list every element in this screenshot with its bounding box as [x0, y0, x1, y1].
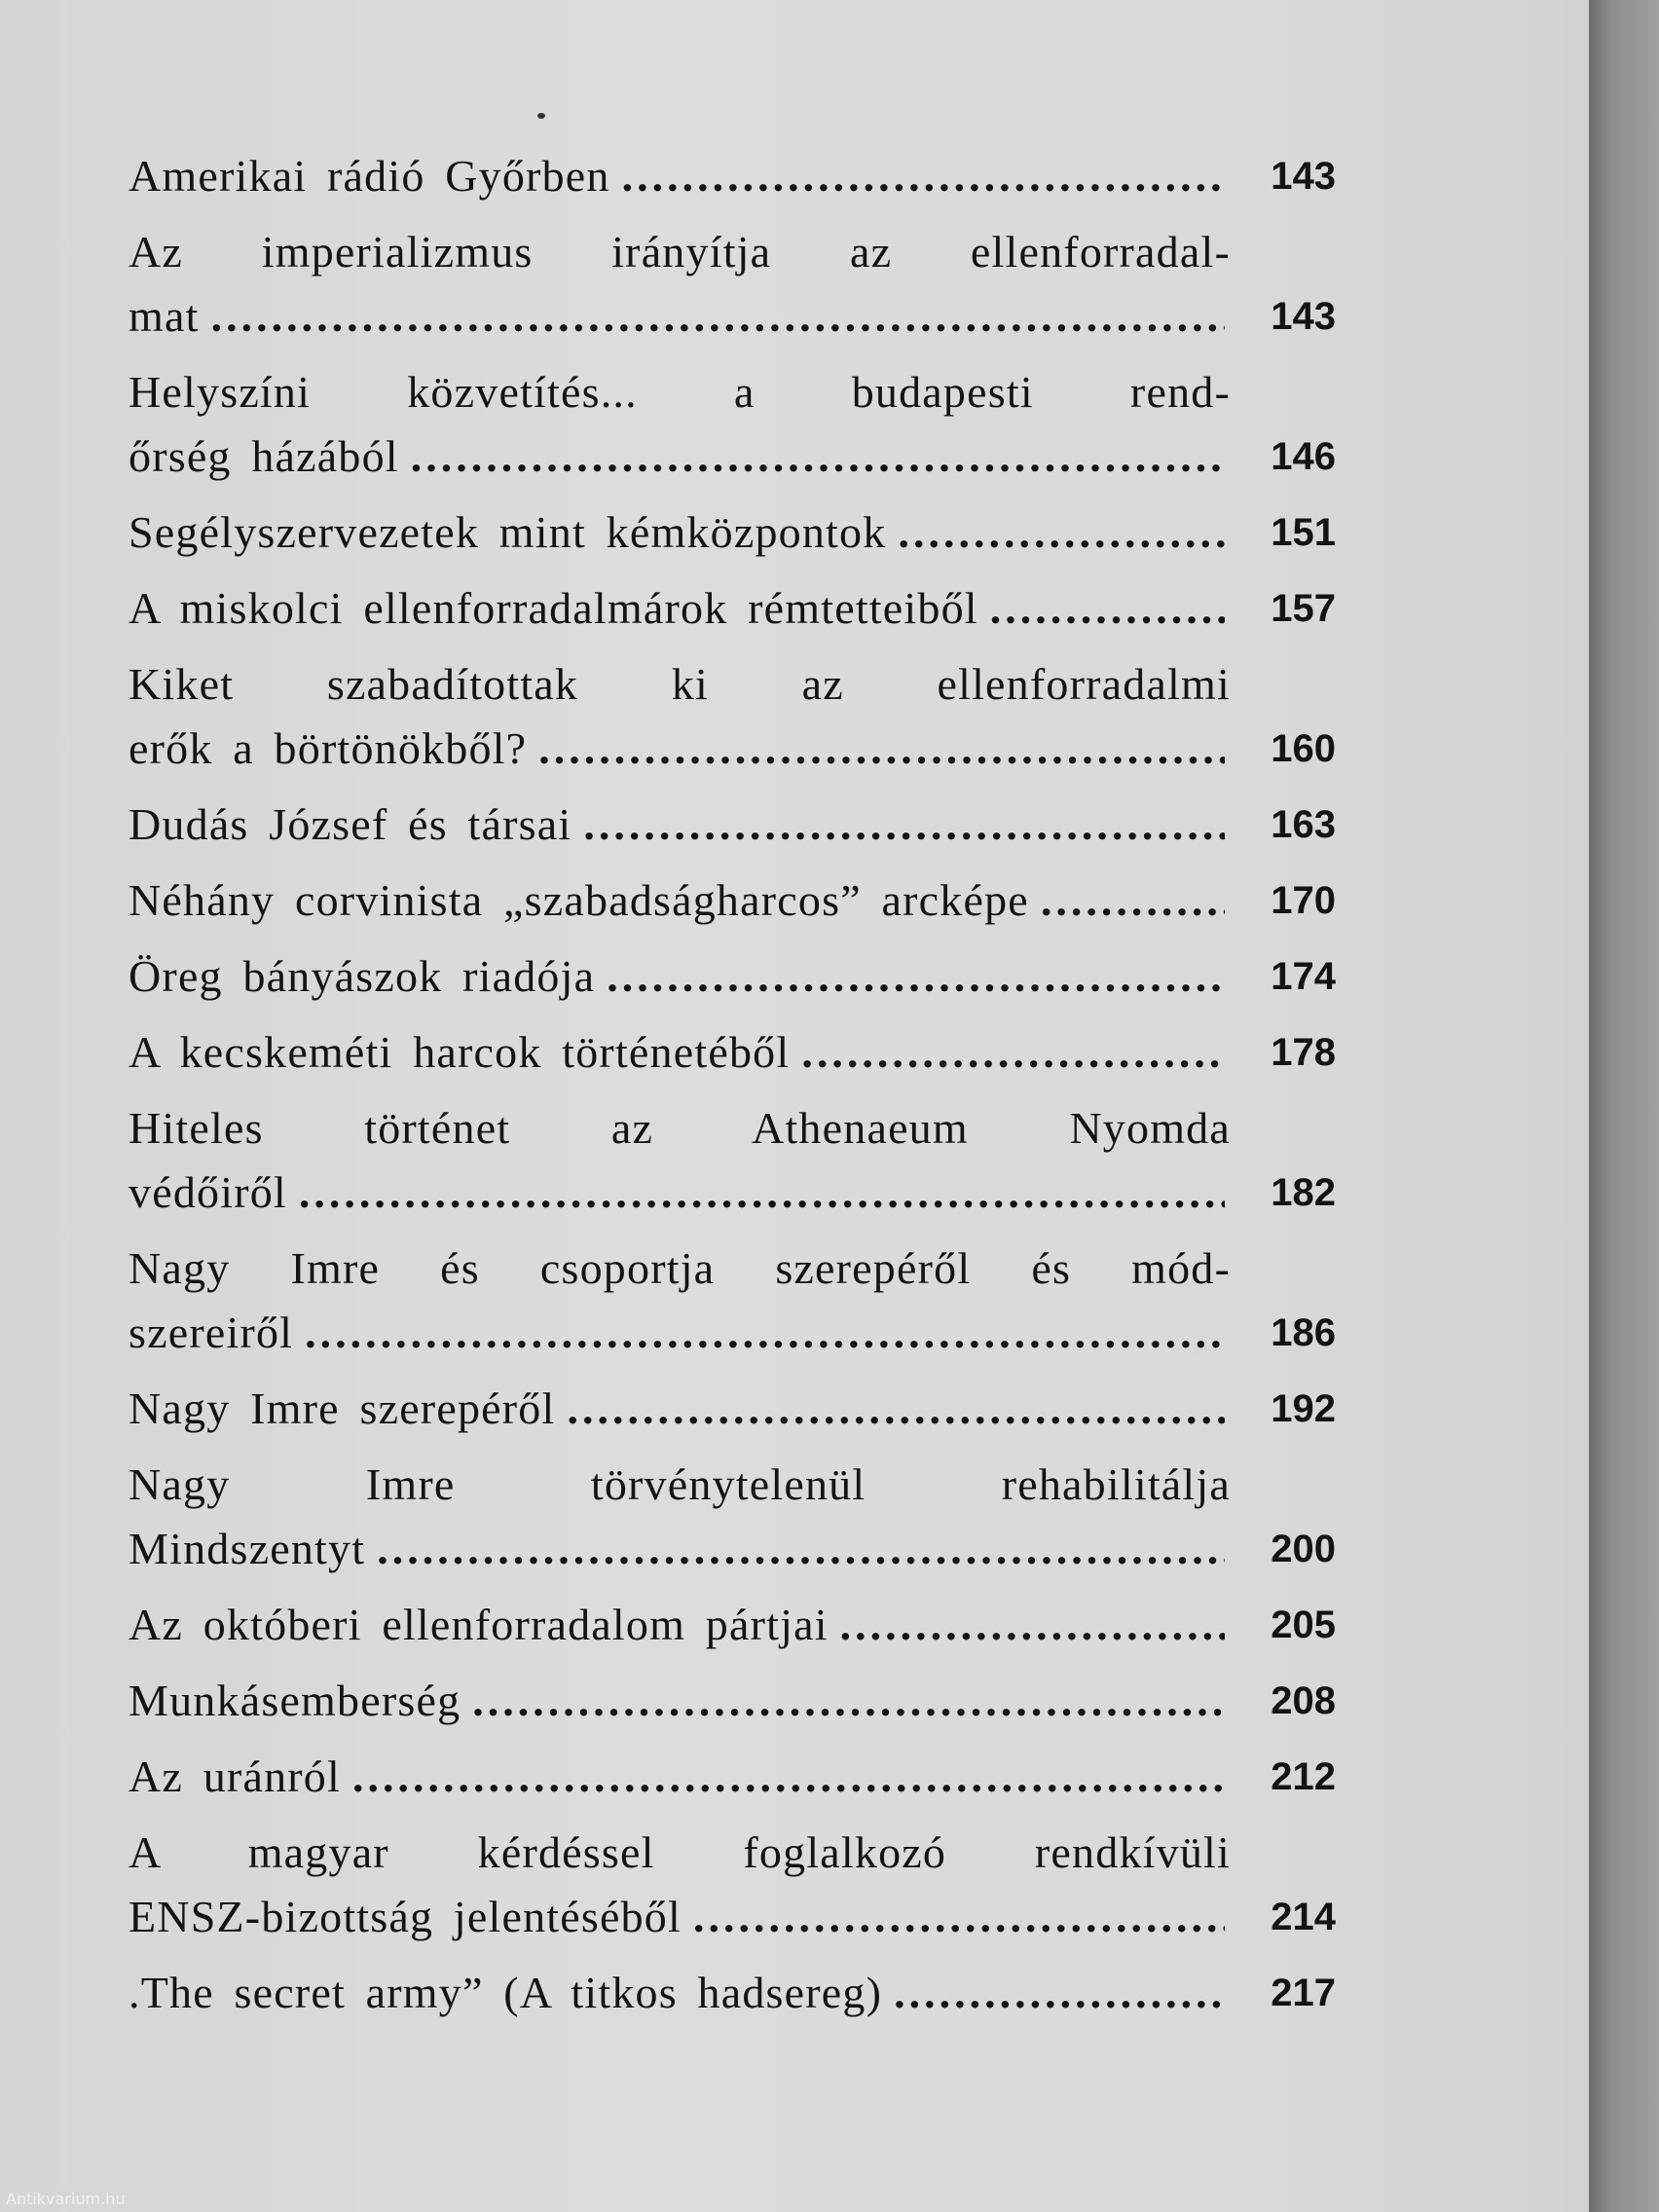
toc-entry: [129, 1961, 1336, 2025]
toc-entry-title: szereiről: [129, 1308, 294, 1357]
toc-entry: [129, 944, 1336, 1009]
book-spine-shadow: [1589, 0, 1659, 2212]
toc-entry: [129, 1096, 1336, 1225]
toc-entry-title-line: [129, 1517, 1231, 1581]
toc-entry-title-line: [129, 500, 1231, 565]
table-of-contents: [129, 144, 1336, 2037]
toc-entry-page-number: 192: [1271, 1387, 1336, 1430]
toc-entry: [129, 652, 1336, 781]
toc-entry-title-line: [129, 1885, 1231, 1949]
toc-entry-title-line: [129, 144, 1231, 208]
dot-leader: [801, 1020, 1225, 1085]
toc-entry-page-number: 212: [1271, 1755, 1336, 1798]
toc-entry: [129, 144, 1336, 208]
dot-leader: [990, 576, 1225, 641]
toc-entry-title-line: [129, 793, 1231, 857]
toc-entry-title: A kecskeméti harcok történetéből: [129, 1027, 791, 1077]
toc-entry-title-line: Kiket szabadítottak ki az ellenforradalmi: [129, 659, 1231, 709]
toc-entry-title-line: Helyszíni közvetítés... a budapesti rend-: [129, 367, 1231, 417]
dot-leader: [840, 1593, 1225, 1657]
toc-entry-page-number: 208: [1271, 1679, 1336, 1722]
dot-leader: [898, 500, 1225, 565]
toc-entry-title-line: [129, 1020, 1231, 1085]
toc-entry-page-number: 178: [1271, 1031, 1336, 1074]
toc-entry: [129, 500, 1336, 565]
toc-entry-title: Nagy Imre szerepéről: [129, 1383, 556, 1433]
toc-entry: [129, 1236, 1336, 1365]
toc-entry-title: erők a börtönökből?: [129, 723, 528, 773]
toc-entry-title-line: [129, 1301, 1231, 1365]
toc-entry-title: védőiről: [129, 1167, 287, 1217]
toc-entry: [129, 360, 1336, 489]
toc-entry-title-line: Hiteles történet az Athenaeum Nyomda: [129, 1103, 1231, 1153]
toc-entry-title: Munkásemberség: [129, 1676, 461, 1725]
toc-entry-title-line: [129, 1669, 1231, 1733]
toc-entry-title: Öreg bányászok riadója: [129, 951, 596, 1001]
toc-entry-title: őrség házából: [129, 431, 399, 481]
toc-entry-page-number: 160: [1271, 727, 1336, 770]
toc-entry: [129, 1745, 1336, 1809]
toc-entry: [129, 1593, 1336, 1657]
dot-leader: [693, 1885, 1225, 1949]
toc-entry-title: Az októberi ellenforradalom pártjai: [129, 1600, 829, 1649]
dot-leader: [567, 1377, 1225, 1441]
toc-entry-title-line: [129, 1745, 1231, 1809]
dot-leader: [538, 717, 1225, 781]
toc-entry-title: ENSZ-bizottság jelentéséből: [129, 1892, 682, 1941]
dot-leader: [299, 1161, 1225, 1225]
watermark: Antikvarium.hu: [6, 2190, 126, 2208]
toc-entry-page-number: 182: [1271, 1171, 1336, 1214]
toc-entry-title-line: Az imperializmus irányítja az ellenforradal-: [129, 227, 1231, 276]
toc-entry-title-line: [129, 1961, 1231, 2025]
toc-entry-page-number: 151: [1271, 511, 1336, 554]
toc-entry-title-line: [129, 1161, 1231, 1225]
toc-entry-title: Amerikai rádió Győrben: [129, 151, 610, 201]
toc-entry-page-number: 157: [1271, 587, 1336, 630]
toc-entry-page-number: 217: [1271, 1972, 1336, 2014]
toc-entry-page-number: 174: [1271, 955, 1336, 998]
dot-leader: [622, 144, 1225, 208]
toc-entry: [129, 1669, 1336, 1733]
toc-entry-title: A miskolci ellenforradalmárok rémtetteiből: [129, 583, 978, 633]
toc-entry-page-number: 163: [1271, 803, 1336, 846]
toc-entry-title: Néhány corvinista „szabadságharcos” arcképe: [129, 875, 1029, 925]
dot-leader: [607, 944, 1225, 1009]
toc-entry-title: Segélyszervezetek mint kémközpontok: [129, 507, 887, 557]
toc-entry-title: Dudás József és társai: [129, 799, 572, 849]
dot-leader: [352, 1745, 1225, 1809]
toc-entry-title-line: [129, 284, 1231, 349]
dot-leader: [472, 1669, 1225, 1733]
toc-entry-page-number: 170: [1271, 879, 1336, 922]
toc-entry: [129, 793, 1336, 857]
toc-entry-title-line: [129, 424, 1231, 489]
toc-entry-title-line: A magyar kérdéssel foglalkozó rendkívüli: [129, 1827, 1231, 1877]
dot-leader: [377, 1517, 1225, 1581]
toc-entry: [129, 220, 1336, 349]
ink-speck: [537, 113, 545, 119]
toc-entry-title: .The secret army” (A titkos hadsereg): [129, 1968, 883, 2017]
toc-entry-title: mat: [129, 291, 200, 341]
toc-entry-page-number: 214: [1271, 1896, 1336, 1938]
toc-entry-title-line: [129, 1377, 1231, 1441]
toc-entry-page-number: 146: [1271, 435, 1336, 478]
dot-leader: [411, 424, 1225, 489]
toc-entry-page-number: 205: [1271, 1604, 1336, 1646]
toc-entry-page-number: 200: [1271, 1528, 1336, 1570]
toc-entry: [129, 1821, 1336, 1949]
dot-leader: [305, 1301, 1225, 1365]
toc-entry-title-line: [129, 576, 1231, 641]
toc-entry-title-line: [129, 944, 1231, 1009]
toc-entry-title-line: [129, 868, 1231, 933]
toc-entry-title-line: Nagy Imre törvénytelenül rehabilitálja: [129, 1459, 1231, 1509]
toc-entry-page-number: 143: [1271, 155, 1336, 198]
toc-entry-title: Az uránról: [129, 1751, 341, 1801]
toc-entry: [129, 1377, 1336, 1441]
toc-entry-page-number: 186: [1271, 1311, 1336, 1354]
toc-entry: [129, 868, 1336, 933]
toc-entry: [129, 1020, 1336, 1085]
toc-entry-title-line: [129, 717, 1231, 781]
toc-entry-title-line: [129, 1593, 1231, 1657]
dot-leader: [211, 284, 1225, 349]
toc-entry: [129, 1453, 1336, 1581]
dot-leader: [1041, 868, 1225, 933]
toc-entry-page-number: 143: [1271, 295, 1336, 338]
toc-entry: [129, 576, 1336, 641]
toc-entry-title: Mindszentyt: [129, 1524, 366, 1573]
dot-leader: [894, 1961, 1225, 2025]
dot-leader: [583, 793, 1225, 857]
toc-entry-title-line: Nagy Imre és csoportja szerepéről és mód-: [129, 1243, 1231, 1293]
